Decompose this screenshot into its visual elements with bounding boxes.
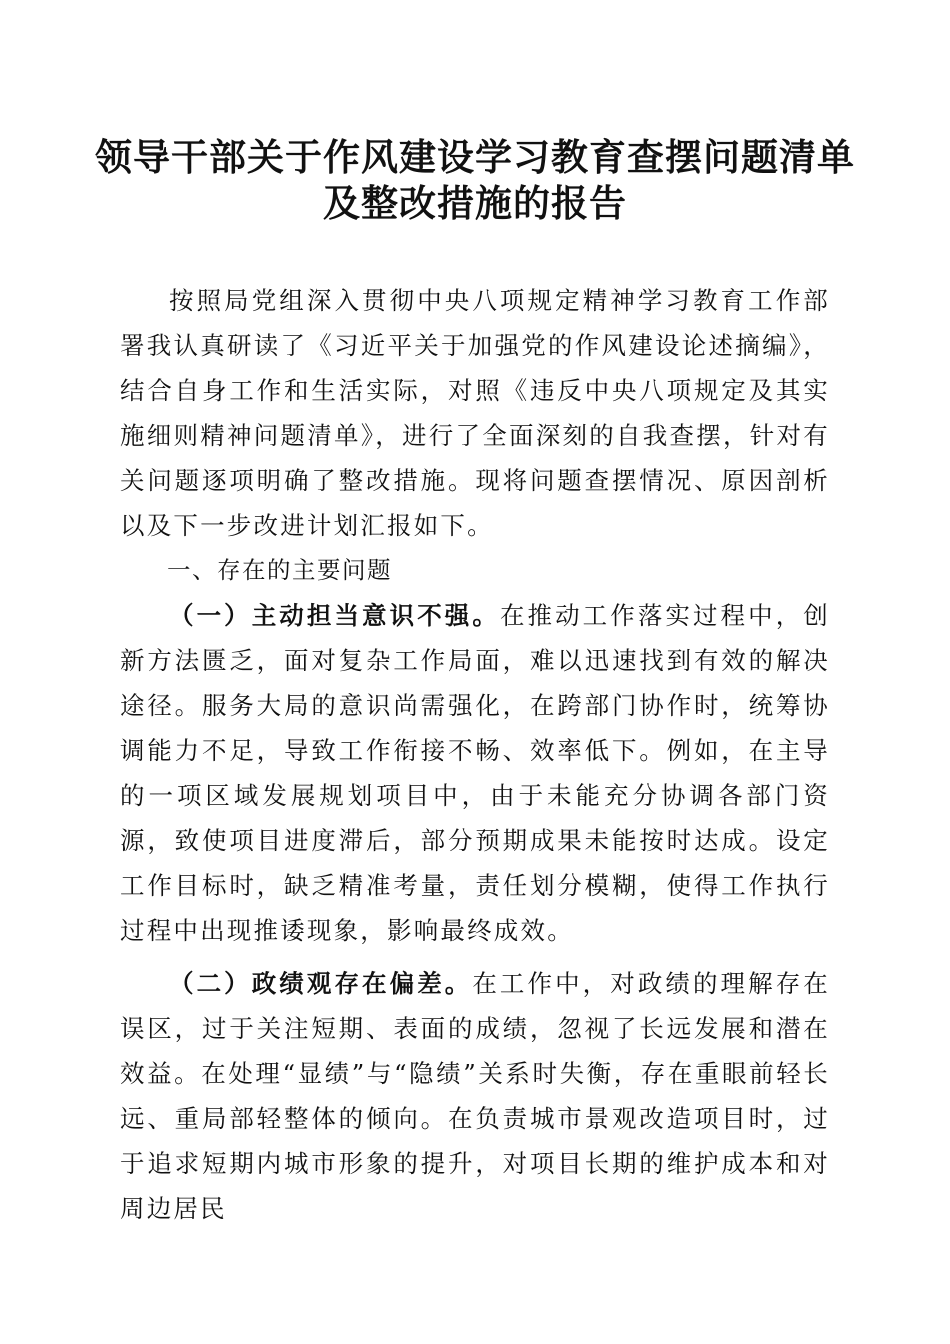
problem-paragraph-1	[120, 593, 830, 953]
document-title-line-1: 领导干部关于作风建设学习教育查摆问题清单	[95, 135, 855, 179]
problem-title-2: （二）政绩观存在偏差。	[169, 969, 473, 998]
section-heading-1: 一、存在的主要问题	[167, 556, 392, 584]
problem-title-1: （一）主动担当意识不强。	[169, 601, 500, 630]
document-body	[120, 278, 830, 1231]
intro-paragraph: 按照局党组深入贯彻中央八项规定精神学习教育工作部署我认真研读了《习近平关于加强党的作风建设论述摘编》，结合自身工作和生活实际，对照《违反中央八项规定及其实施细则精神问题清单》，进行了全面深刻的自我查摆，针对有关问题逐项明确了整改措施。现将问题查摆情况、原因剖析以及下一步改进计划汇报如下。	[120, 286, 830, 540]
problem-paragraph-2	[120, 961, 830, 1231]
document-title-line-2: 及整改措施的报告	[323, 181, 627, 225]
problem-text-1: 在推动工作落实过程中，创新方法匮乏，面对复杂工作局面，难以迅速找到有效的解决途径。服务大局的意识尚需强化，在跨部门协作时，统筹协调能力不足，导致工作衔接不畅、效率低下。例如，在主导的一项区域发展规划项目中，由于未能充分协调各部门资源，致使项目进度滞后，部分预期成果未能按时达成。设定工作目标时，缺乏精准考量，责任划分模糊，使得工作执行过程中出现推诿现象，影响最终成效。	[120, 601, 830, 945]
problem-text-2: 在工作中，对政绩的理解存在误区，过于关注短期、表面的成绩，忽视了长远发展和潜在效益。在处理“显绩”与“隐绩”关系时失衡，存在重眼前轻长远、重局部轻整体的倾向。在负责城市景观改造项目时，过于追求短期内城市形象的提升，对项目长期的维护成本和对周边居民	[120, 969, 830, 1223]
